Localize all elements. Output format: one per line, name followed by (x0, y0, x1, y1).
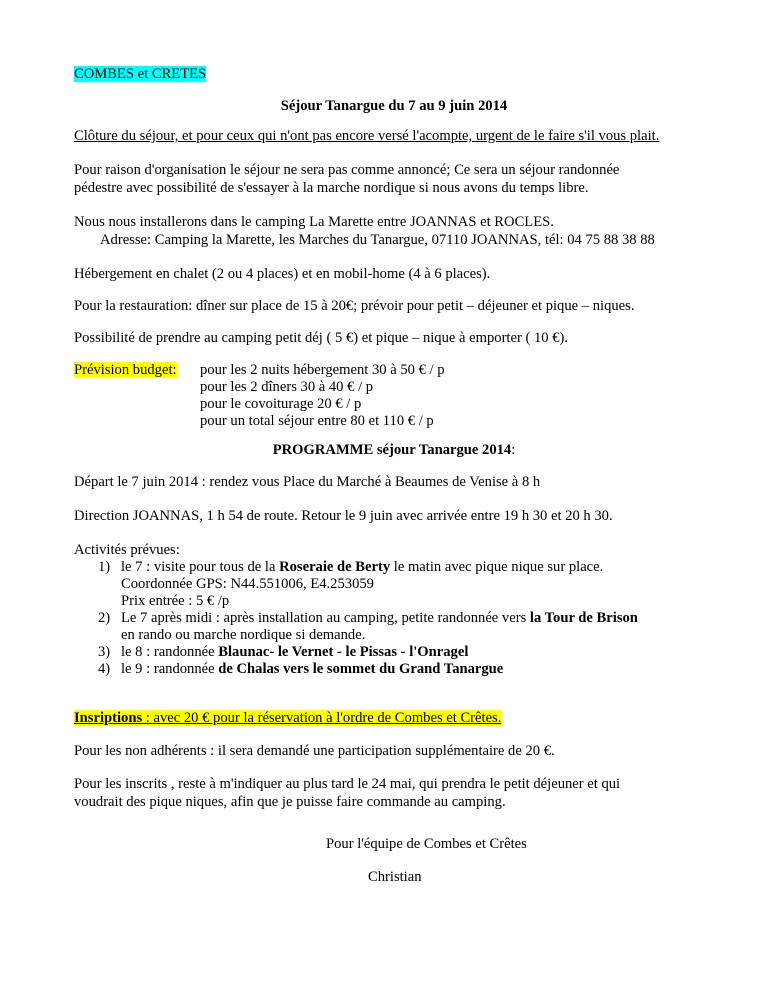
document-title: Séjour Tanargue du 7 au 9 juin 2014 (280, 98, 508, 114)
list-item: 4) le 9 : randonnée de Chalas vers le sommet du Grand Tanargue (98, 661, 504, 677)
budget-line: pour le covoiturage 20 € / p (200, 396, 362, 412)
hebergement-text: Hébergement en chalet (2 ou 4 places) et en mobil-home (4 à 6 places). (74, 266, 491, 282)
budget-line: pour les 2 nuits hébergement 30 à 50 € / p (200, 362, 445, 378)
programme-title: PROGRAMME séjour Tanargue 2014: (272, 442, 516, 458)
budget-line: pour les 2 dîners 30 à 40 € / p (200, 379, 374, 395)
list-item: 1) le 7 : visite pour tous de la Roseraie de Berty le matin avec pique nique sur place. (98, 559, 604, 575)
list-item: 3) le 8 : randonnée Blaunac- le Vernet - le Pissas - l'Onragel (98, 644, 469, 660)
activites-heading: Activités prévues: (74, 542, 180, 558)
possibilite-text: Possibilité de prendre au camping petit déj ( 5 €) et pique – nique à emporter ( 10 €). (74, 330, 569, 346)
closing-notice: Clôture du séjour, et pour ceux qui n'ont pas encore versé l'acompte, urgent de le faire s'il vous plait. (74, 128, 660, 144)
para-camping-line1: Nous nous installerons dans le camping La Marette entre JOANNAS et ROCLES. (74, 214, 554, 230)
para-organisation-line2: pédestre avec possibilité de s'essayer à la marche nordique si nous avons du temps libre. (74, 180, 589, 196)
para-camping-address: Adresse: Camping la Marette, les Marches du Tanargue, 07110 JOANNAS, tél: 04 75 88 38 88 (100, 232, 655, 248)
list-item-gps: Coordonnée GPS: N44.551006, E4.253059 (121, 576, 374, 592)
direction-text: Direction JOANNAS, 1 h 54 de route. Retour le 9 juin avec arrivée entre 19 h 30 et 20 h 30. (74, 508, 613, 524)
inscrits-line1: Pour les inscrits , reste à m'indiquer au plus tard le 24 mai, qui prendra le petit déjeuner et qui (74, 776, 621, 792)
signature-team: Pour l'équipe de Combes et Crêtes (326, 836, 527, 852)
signature-name: Christian (368, 869, 422, 885)
list-item-detail: en rando ou marche nordique si demande. (121, 627, 366, 643)
list-item-price: Prix entrée : 5 € /p (121, 593, 230, 609)
depart-text: Départ le 7 juin 2014 : rendez vous Place du Marché à Beaumes de Venise à 8 h (74, 474, 541, 490)
budget-label: Prévision budget: (74, 362, 177, 378)
para-organisation-line1: Pour raison d'organisation le séjour ne sera pas comme annoncé; Ce sera un séjour randonnée (74, 162, 620, 178)
restauration-text: Pour la restauration: dîner sur place de 15 à 20€; prévoir pour petit – déjeuner et pique – niques. (74, 298, 635, 314)
budget-line: pour un total séjour entre 80 et 110 € / p (200, 413, 434, 429)
inscriptions-text: Insriptions : avec 20 € pour la réservation à l'ordre de Combes et Crêtes. (74, 710, 502, 726)
club-name: COMBES et CRETES (74, 66, 207, 82)
list-item: 2) Le 7 après midi : après installation au camping, petite randonnée vers la Tour de Brison (98, 610, 638, 626)
inscrits-line2: voudrait des pique niques, afin que je puisse faire commande au camping. (74, 794, 506, 810)
non-adherents-text: Pour les non adhérents : il sera demandé une participation supplémentaire de 20 €. (74, 743, 555, 759)
